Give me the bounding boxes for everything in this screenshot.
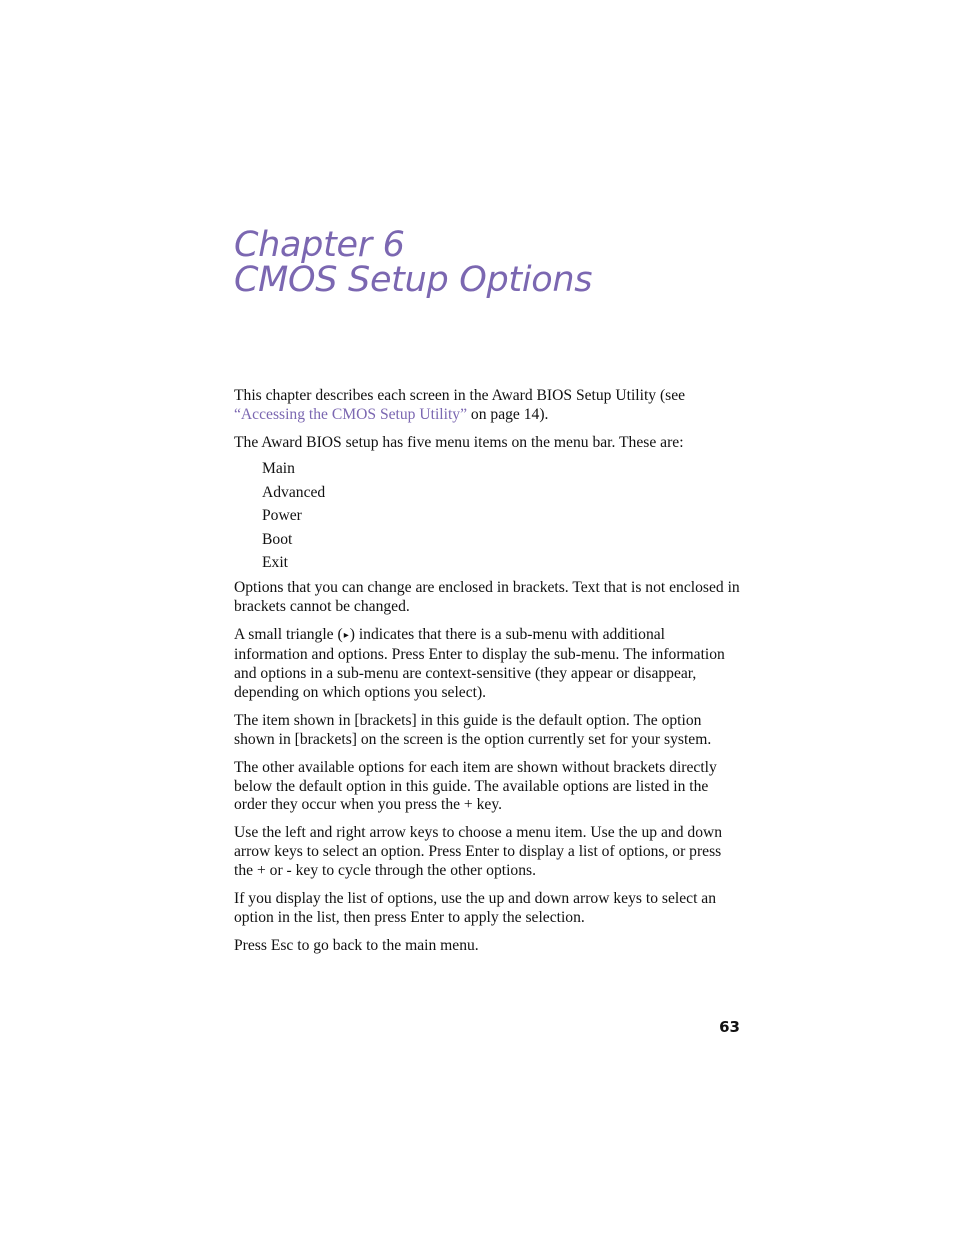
other-options-paragraph: The other available options for each item are shown without brackets directly below the default option in this guide. The available options are listed in the order they occur when you press the + key.: [234, 758, 717, 814]
intro-paragraph: [234, 387, 740, 425]
menu-items-list: [262, 457, 740, 575]
esc-paragraph: Press Esc to go back to the main menu.: [234, 937, 479, 955]
intro-text-after: on page 14).: [467, 405, 549, 423]
submenu-triangle-icon: ▸: [343, 630, 349, 642]
arrow-keys-paragraph: Use the left and right arrow keys to choose a menu item. Use the up and down arrow keys to select an option. Press Enter to display a list of options, or press the + or - key to cycle through the other options.: [234, 824, 723, 880]
menu-item-main: Main: [262, 460, 295, 478]
menu-item-boot: Boot: [262, 530, 293, 548]
triangle-paragraph: [234, 626, 740, 702]
triangle-text-before: A small triangle (: [234, 626, 343, 644]
menu-item-advanced: Advanced: [262, 483, 326, 501]
default-option-paragraph: The item shown in [brackets] in this guide is the default option. The option shown in [brackets] on the screen is the option currently set for your system.: [234, 711, 712, 748]
brackets-paragraph: Options that you can change are enclosed in brackets. Text that is not enclosed in brackets cannot be changed.: [234, 579, 740, 616]
triangle-text-after: ) indicates that there is a sub-menu with additional information and options. Press Enter to display the sub-menu. The information and options in a sub-menu are context-sensitive (they appear or disappear, depending on which options you select).: [234, 626, 725, 701]
intro-text-before: This chapter describes each screen in the Award BIOS Setup Utility (see: [234, 387, 686, 404]
page-number: 63: [719, 1018, 740, 1036]
chapter-number: Chapter 6: [234, 225, 405, 265]
chapter-title: CMOS Setup Options: [234, 260, 593, 300]
menu-item-power: Power: [262, 507, 302, 525]
display-list-paragraph: If you display the list of options, use the up and down arrow keys to select an option in the list, then press Enter to apply the selection.: [234, 890, 717, 926]
menu-item-exit: Exit: [262, 554, 288, 572]
chapter-heading: [234, 225, 593, 300]
chapter-body: [234, 387, 740, 965]
accessing-cmos-setup-link[interactable]: “Accessing the CMOS Setup Utility”: [234, 405, 468, 423]
menu-intro-paragraph: The Award BIOS setup has five menu items on the menu bar. These are:: [234, 433, 684, 451]
